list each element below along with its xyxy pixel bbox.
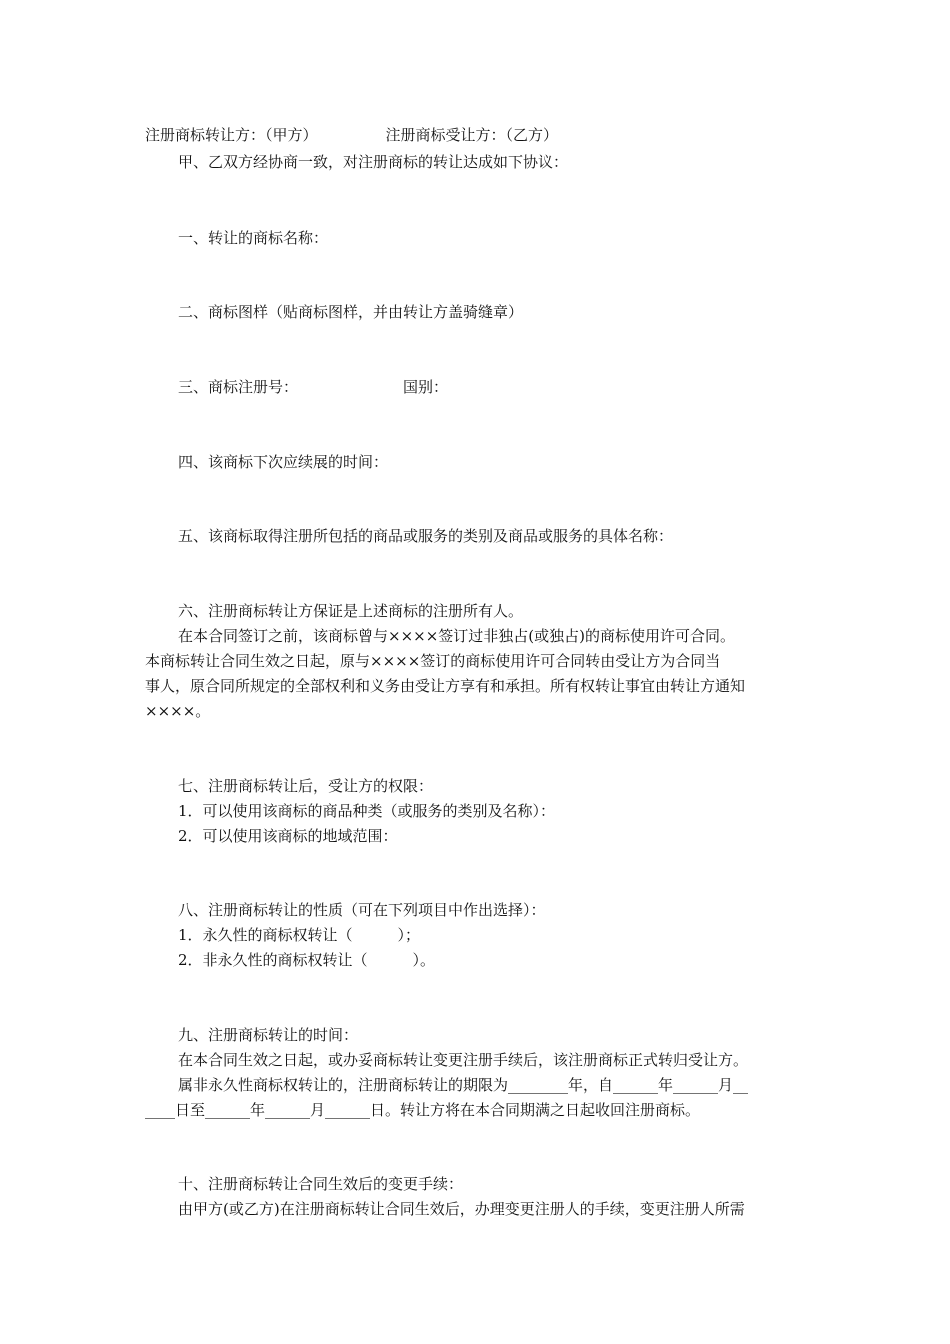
section-4-title: 四、该商标下次应续展的时间： [178, 453, 389, 471]
section-7-item-2: 2．可以使用该商标的地域范围： [178, 827, 398, 845]
intro-text: 甲、乙双方经协商一致，对注册商标的转让达成如下协议： [178, 153, 569, 171]
section-1-title: 一、转让的商标名称： [178, 229, 329, 247]
section-9-para-1: 在本合同生效之日起，或办妥商标转让变更注册手续后，该注册商标正式转归受让方。 [178, 1051, 749, 1069]
section-3-line [178, 375, 825, 399]
transferor-label: 注册商标转让方：（甲方） [145, 126, 318, 144]
section-6-title: 六、注册商标转让方保证是上述商标的注册所有人。 [178, 602, 524, 620]
section-9-para-2-line-1: 属非永久性商标权转让的，注册商标转让的期限为________年，自______年______月__ [178, 1076, 749, 1094]
section-7-title: 七、注册商标转让后，受让方的权限： [178, 777, 434, 795]
section-6-para-line-2: 本商标转让合同生效之日起，原与××××签订的商标使用许可合同转由受让方为合同当 [145, 652, 721, 670]
section-10-para-1: 由甲方(或乙方)在注册商标转让合同生效后，办理变更注册人的手续，变更注册人所需 [178, 1200, 745, 1218]
section-2-title: 二、商标图样（贴商标图样，并由转让方盖骑缝章） [178, 303, 524, 321]
section-8-title: 八、注册商标转让的性质（可在下列项目中作出选择）： [178, 901, 546, 919]
section-5-title: 五、该商标取得注册所包括的商品或服务的类别及商品或服务的具体名称： [178, 527, 674, 545]
section-7-item-1: 1．可以使用该商标的商品种类（或服务的类别及名称）： [178, 802, 556, 820]
section-6-para-line-3: 事人，原合同所规定的全部权利和义务由受让方享有和承担。所有权转让事宜由转让方通知 [145, 677, 746, 695]
section-3-title: 三、商标注册号： [178, 378, 299, 396]
transferee-label: 注册商标受让方：（乙方） [385, 126, 559, 144]
section-8-item-1: 1．永久性的商标权转让（ ）； [178, 926, 421, 944]
section-6-para-line-4: ××××。 [145, 702, 211, 720]
section-10-title: 十、注册商标转让合同生效后的变更手续： [178, 1175, 464, 1193]
parties-line [145, 123, 825, 147]
section-9-para-2-line-2: ____日至______年______月______日。转让方将在本合同期满之日起收回注册商标。 [145, 1101, 701, 1119]
section-9-title: 九、注册商标转让的时间： [178, 1026, 359, 1044]
country-label: 国别： [403, 378, 449, 396]
section-6-para-line-1: 在本合同签订之前，该商标曾与××××签订过非独占(或独占)的商标使用许可合同。 [178, 627, 735, 645]
section-8-item-2: 2．非永久性的商标权转让（ ）。 [178, 951, 436, 969]
